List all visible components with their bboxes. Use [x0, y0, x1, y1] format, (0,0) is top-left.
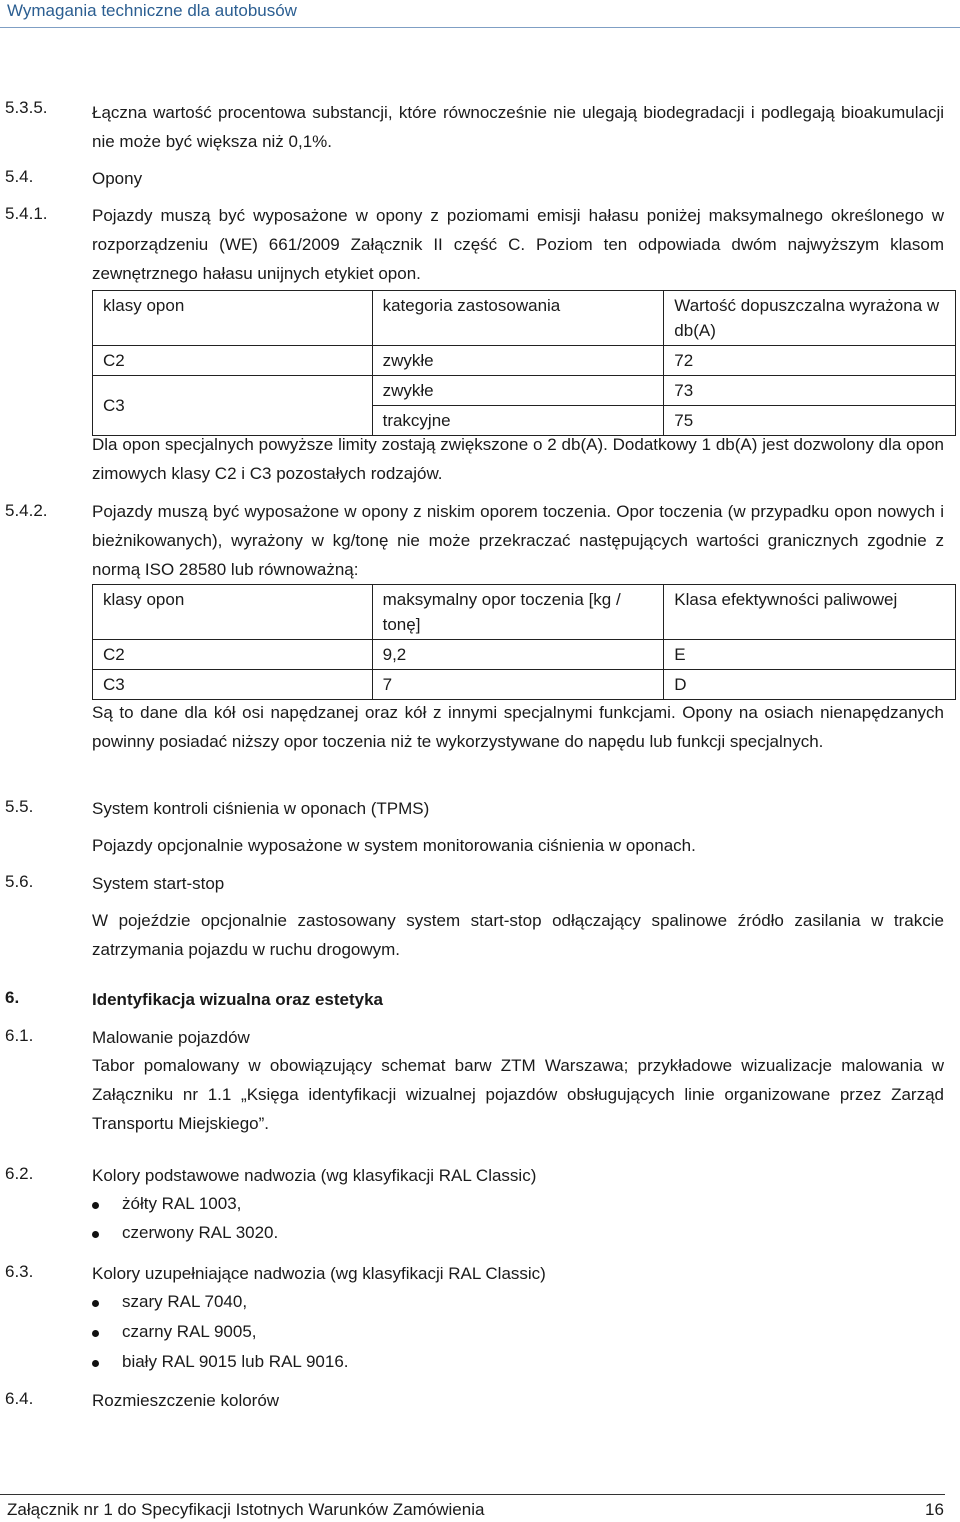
table-header-row [93, 291, 956, 346]
noise-table [92, 290, 956, 436]
table-cell: C3 [93, 376, 373, 436]
table-header-cell: kategoria zastosowania [372, 291, 664, 346]
table-row [93, 376, 956, 406]
section-61-text: Tabor pomalowany w obowiązujący schemat barw ZTM Warszawa; przykładowe wizualizacje malowania w Załączniku nr 1.1 „Księga identyfikacji wizualnej pojazdów obsługujących linie organizowane przez Zarząd Transportu Miejskiego”. [92, 1056, 944, 1133]
table-header-row [93, 585, 956, 640]
section-number-55: 5.5. [5, 797, 34, 816]
bullet-icon [92, 1231, 99, 1238]
header-title: Wymagania techniczne dla autobusów [7, 1, 297, 20]
section-number-63: 6.3. [5, 1262, 34, 1281]
table-cell: 7 [372, 670, 664, 700]
section-541-note: Dla opon specjalnych powyższe limity zostają zwiększone o 2 db(A). Dodatkowy 1 db(A) jest dozwolony dla opon zimowych klasy C2 i C3 pozostałych rodzajów. [92, 435, 944, 483]
section-542-note: Są to dane dla kół osi napędzanej oraz kół z innymi specjalnymi funkcjami. Opony na osiach nienapędzanych powinny posiadać niższy opor toczenia niż te wykorzystywane do napędu lub funkcji specjalnych. [92, 703, 944, 751]
list-item-text: czarny RAL 9005, [122, 1322, 257, 1341]
table-cell: C2 [93, 640, 373, 670]
table-header-cell: klasy opon [93, 585, 373, 640]
table-cell: 73 [664, 376, 956, 406]
table-header-cell: Wartość dopuszczalna wyrażona w db(A) [664, 291, 956, 346]
list-item-text: szary RAL 7040, [122, 1292, 248, 1311]
table-cell: D [664, 670, 956, 700]
section-55-text: Pojazdy opcjonalnie wyposażone w system monitorowania ciśnienia w oponach. [92, 836, 696, 855]
bullet-icon [92, 1300, 99, 1307]
table-row [93, 346, 956, 376]
list-item-text: biały RAL 9015 lub RAL 9016. [122, 1352, 349, 1371]
section-541-text: Pojazdy muszą być wyposażone w opony z poziomami emisji hałasu poniżej maksymalnego określonego w rozporządzeniu (WE) 661/2009 Załącznik II część C. Poziom ten odpowiada dwóm najwyższym klasom zewnętrznego hałasu unijnych etykiet opon. [92, 206, 944, 283]
table-header-cell: klasy opon [93, 291, 373, 346]
section-56-text: W pojeździe opcjonalnie zastosowany system start-stop odłączający spalinowe źródło zasilania w trakcie zatrzymania pojazdu w ruchu drogowym. [92, 911, 944, 959]
section-number-6: 6. [5, 988, 20, 1007]
table-header-cell: maksymalny opor toczenia [kg / tonę] [372, 585, 664, 640]
table-cell: 75 [664, 406, 956, 436]
table-row [93, 670, 956, 700]
section-6-title: Identyfikacja wizualna oraz estetyka [92, 990, 384, 1009]
footer-divider [0, 1494, 945, 1495]
section-number-62: 6.2. [5, 1164, 34, 1183]
bullet-icon [92, 1202, 99, 1209]
section-number-535: 5.3.5. [5, 98, 48, 117]
section-number-542: 5.4.2. [5, 501, 48, 520]
section-56-title: System start-stop [92, 874, 225, 893]
section-55-title: System kontroli ciśnienia w oponach (TPMS) [92, 799, 430, 818]
section-number-54: 5.4. [5, 167, 34, 186]
section-number-61: 6.1. [5, 1026, 34, 1045]
section-542-text: Pojazdy muszą być wyposażone w opony z niskim oporem toczenia. Opor toczenia (w przypadku opon nowych i bieżnikowanych), wyrażony w kg/tonę nie może przekraczać następujących wartości granicznych zgodnie z normą ISO 28580 lub równoważną: [92, 502, 944, 579]
table-row [93, 640, 956, 670]
page-number: 16 [925, 1500, 944, 1519]
section-61-title: Malowanie pojazdów [92, 1028, 250, 1047]
table-cell: 9,2 [372, 640, 664, 670]
table-cell: 72 [664, 346, 956, 376]
section-54-title: Opony [92, 169, 143, 188]
list-item-text: czerwony RAL 3020. [122, 1223, 279, 1242]
section-62-title: Kolory podstawowe nadwozia (wg klasyfikacji RAL Classic) [92, 1166, 537, 1185]
table-cell: C2 [93, 346, 373, 376]
section-63-title: Kolory uzupełniające nadwozia (wg klasyfikacji RAL Classic) [92, 1264, 546, 1283]
rolling-resistance-table [92, 584, 956, 700]
table-cell: trakcyjne [372, 406, 664, 436]
bullet-icon [92, 1360, 99, 1367]
bullet-icon [92, 1330, 99, 1337]
list-item-text: żółty RAL 1003, [122, 1194, 242, 1213]
table-cell: zwykłe [372, 376, 664, 406]
table-cell: E [664, 640, 956, 670]
page-header [0, 0, 960, 28]
table-cell: zwykłe [372, 346, 664, 376]
header-divider [0, 27, 960, 28]
footer-text: Załącznik nr 1 do Specyfikacji Istotnych Warunków Zamówienia [7, 1500, 485, 1519]
section-number-56: 5.6. [5, 872, 34, 891]
section-number-541: 5.4.1. [5, 204, 48, 223]
section-64-title: Rozmieszczenie kolorów [92, 1391, 280, 1410]
section-number-64: 6.4. [5, 1389, 34, 1408]
section-535-text: Łączna wartość procentowa substancji, które równocześnie nie ulegają biodegradacji i podlegają bioakumulacji nie może być większa niż 0,1%. [92, 103, 944, 151]
table-cell: C3 [93, 670, 373, 700]
table-header-cell: Klasa efektywności paliwowej [664, 585, 956, 640]
